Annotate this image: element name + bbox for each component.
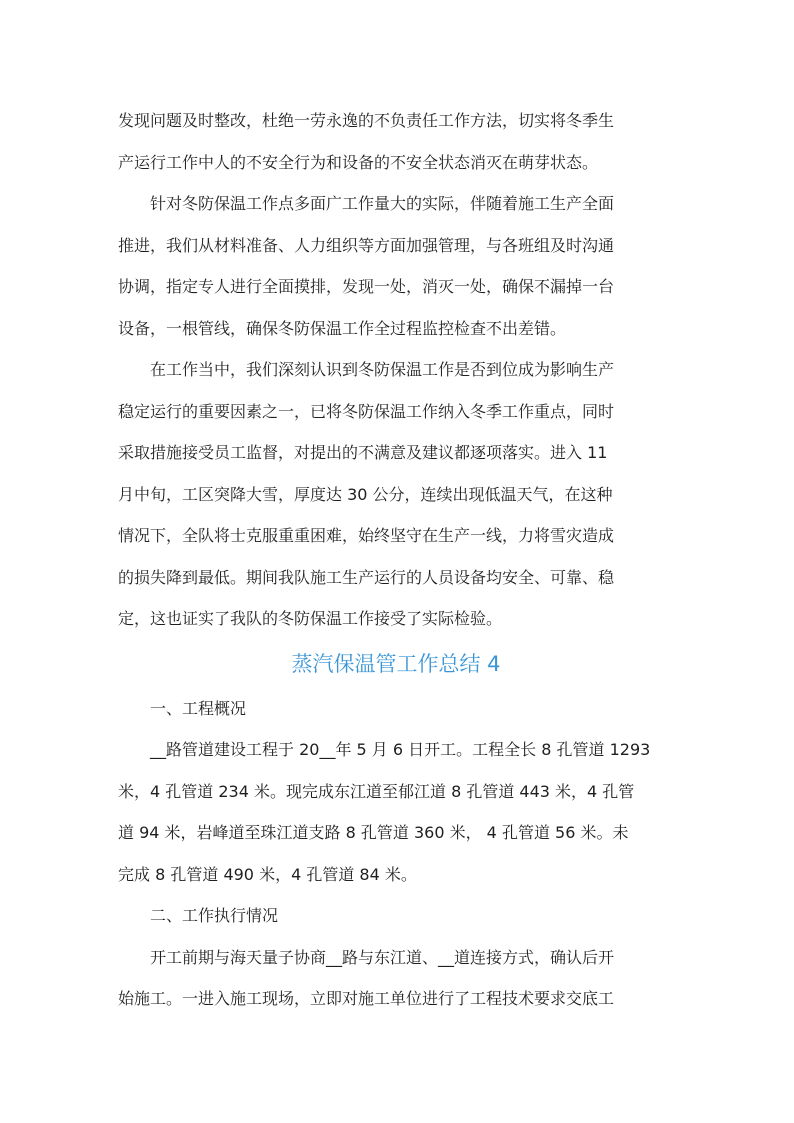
text-line: 推进，我们从材料准备、人力组织等方面加强管理，与各班组及时沟通 (118, 235, 615, 255)
text-line: 道 94 米，岩峰道至珠江道支路 8 孔管道 360 米， 4 孔管道 56 米。未 (118, 823, 629, 842)
text-line: 米，4 孔管道 234 米。现完成东江道至郁江道 8 孔管道 443 米，4 孔管 (118, 781, 635, 801)
document-body (118, 100, 674, 1020)
text-line: 完成 8 孔管道 490 米，4 孔管道 84 米。 (118, 864, 417, 884)
text-line: 始施工。一进入施工现场，立即对施工单位进行了工程技术要求交底工 (118, 989, 615, 1008)
text-line: 发现问题及时整改，杜绝一劳永逸的不负责任工作方法，切实将冬季生 (118, 111, 615, 130)
text-line: 开工前期与海天量子协商__路与东江道、__道连接方式，确认后开 (150, 947, 615, 967)
paragraph-work-process (118, 349, 674, 640)
text-line: 的损失降到最低。期间我队施工生产运行的人员设备均安全、可靠、稳 (118, 567, 615, 587)
subheading: 一、工程概况 (150, 698, 247, 718)
section-title: 蒸汽保温管工作总结 4 (291, 651, 501, 676)
text-line: 稳定运行的重要因素之一，已将冬防保温工作纳入冬季工作重点，同时 (118, 401, 615, 421)
text-line: __路管道建设工程于 20__年 5 月 6 日开工。工程全长 8 孔管道 1293 (150, 740, 651, 759)
text-line: 定，这也证实了我队的冬防保温工作接受了实际检验。 (118, 609, 503, 628)
text-line: 针对冬防保温工作点多面广工作量大的实际，伴随着施工生产全面 (150, 194, 615, 213)
paragraph-work-execution (118, 937, 674, 1020)
text-line: 月中旬，工区突降大雪，厚度达 30 公分，连续出现低温天气，在这种 (118, 484, 613, 504)
paragraph-winter-protection (118, 183, 674, 349)
text-line: 采取措施接受员工监督，对提出的不满意及建议都逐项落实。进入 11 (118, 443, 608, 462)
subheading: 二、工作执行情况 (150, 906, 279, 925)
paragraph-project-overview (118, 729, 674, 895)
paragraph-intro (118, 100, 674, 183)
heading-work-execution (118, 895, 674, 937)
text-line: 设备，一根管线，确保冬防保温工作全过程监控检查不出差错。 (118, 318, 567, 338)
text-line: 在工作当中，我们深刻认识到冬防保温工作是否到位成为影响生产 (150, 360, 615, 379)
heading-project-overview (118, 688, 674, 730)
text-line: 产运行工作中人的不安全行为和设备的不安全状态消灭在萌芽状态。 (118, 152, 599, 172)
text-line: 协调，指定专人进行全面摸排，发现一处，消灭一处，确保不漏掉一台 (118, 277, 615, 296)
text-line: 情况下，全队将士克服重重困难，始终坚守在生产一线，力将雪灾造成 (118, 526, 615, 545)
